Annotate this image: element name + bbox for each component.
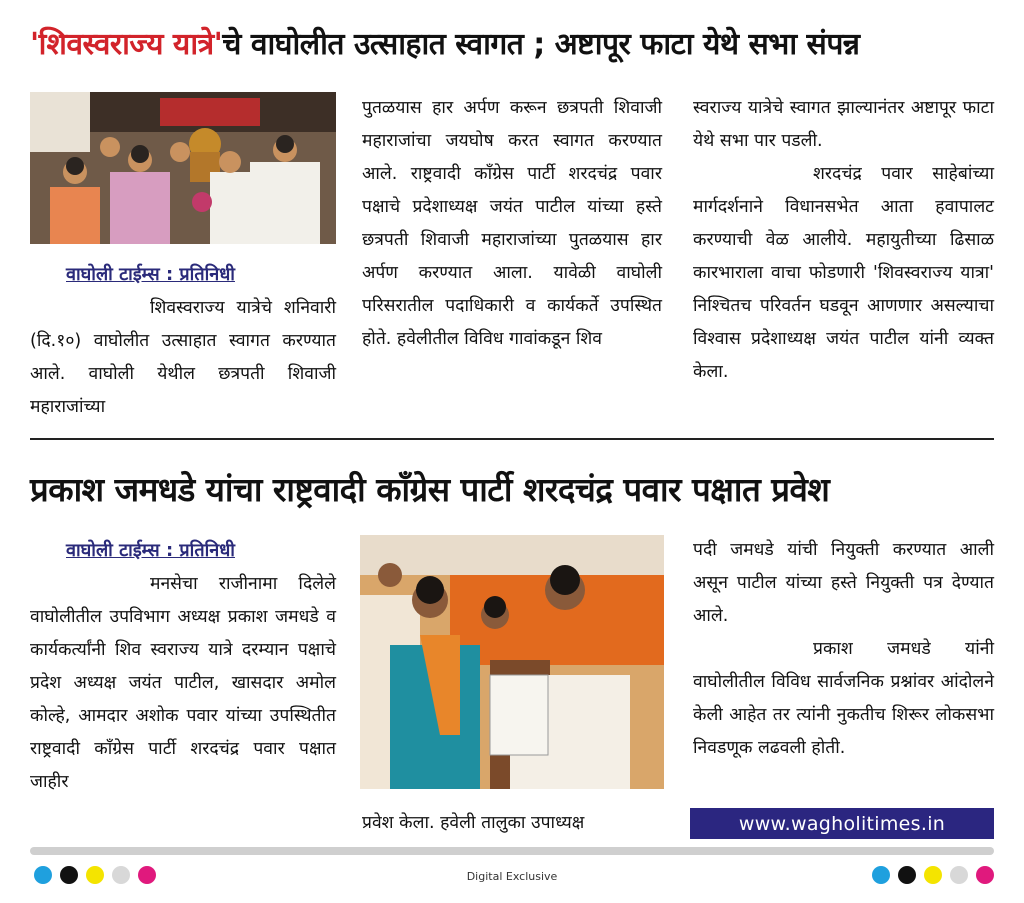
story2-headline: प्रकाश जमधडे यांचा राष्ट्रवादी कॉंग्रेस पार्टी शरदचंद्र पवार पक्षात प्रवेश [30, 470, 830, 509]
footer-label: Digital Exclusive [466, 870, 558, 883]
story1-col2-text: पुतळयास हार अर्पण करून छत्रपती शिवाजी महाराजांचा जयघोष करत स्वागत करण्यात आले. राष्ट्रवादी कॉंग्रेस पार्टी शरदचंद्र पवार पक्षाचे प्रदेशाध्यक्ष जयंत पाटील यांच्या हस्ते छत्रपती शिवाजी महाराजांच्या पुतळयास हार अर्पण करण्यात आला. यावेळी वाघोली परिसरातील पदाधिकारी व कार्यकर्ते उपस्थित होते. हवेलीतील विविध गावांकडून शिव [362, 98, 662, 349]
story2-col2-text: प्रवेश केला. हवेली तालुका उपाध्यक्ष [362, 813, 585, 833]
cyan-dot [872, 866, 890, 884]
story1-headline: 'शिवस्वराज्य यात्रे'चे वाघोलीत उत्साहात स्वागत ; अष्टापूर फाटा येथे सभा संपन्न [30, 27, 860, 62]
gray-dot [950, 866, 968, 884]
story1-col3-para1: स्वराज्य यात्रेचे स्वागत झाल्यानंतर अष्टापूर फाटा येथे सभा पार पडली. [693, 98, 994, 151]
story1-column-1 [30, 258, 336, 424]
story2-column-1 [30, 534, 336, 799]
story1-byline: वाघोली टाईम्स : प्रतिनिधी [66, 264, 235, 285]
story1-col3-para2: शरदचंद्र पवार साहेबांच्या मार्गदर्शनाने विधानसभेत आता हवापालट करण्याची वेळ आलीये. महायुतीच्या ढिसाळ कारभाराला वाचा फोडणारी 'शिवस्वराज्य यात्रा' निश्चितच परिवर्तन घडवून आणणार असल्याचा विश्वास प्रदेशाध्यक्ष जयंत पाटील यांनी व्यक्त केला. [693, 164, 994, 382]
story2-byline: वाघोली टाईम्स : प्रतिनिधी [66, 540, 235, 561]
magenta-dot [976, 866, 994, 884]
story2-col1-text: मनसेचा राजीनामा दिलेले वाघोलीतील उपविभाग अध्यक्ष प्रकाश जमधडे व कार्यकर्त्यांनी शिव स्वराज्य यात्रे दरम्यान पक्षाचे प्रदेश अध्यक्ष जयंत पाटील, खासदार अमोल कोल्हे, आमदार अशोक पवार यांच्या उपस्थितीत राष्ट्रवादी कॉंग्रेस पार्टी शरदचंद्र पवार पक्षात जाहीर [30, 574, 336, 792]
story1-column-2 [362, 92, 662, 356]
black-dot [898, 866, 916, 884]
story1-column-3 [693, 92, 994, 389]
story2-column-3 [693, 534, 994, 765]
story2-col3-para1: पदी जमधडे यांची नियुक्ती करण्यात आली असून पाटील यांच्या हस्ते नियुक्ती पत्र देण्यात आले. [693, 540, 994, 626]
story2-photo [360, 535, 664, 789]
yellow-dot [924, 866, 942, 884]
story1-photo [30, 92, 336, 244]
footer-bar [30, 847, 994, 855]
story2-col3-para2: प्रकाश जमधडे यांनी वाघोलीतील विविध सार्वजनिक प्रश्नांवर आंदोलने केली आहेत तर त्यांनी नुकतीच शिरूर लोकसभा निवडणूक लढवली होती. [693, 639, 994, 758]
story1-col1-text: शिवस्वराज्य यात्रेचे शनिवारी (दि.१०) वाघोलीत उत्साहात स्वागत करण्यात आले. वाघोली येथील छत्रपती शिवाजी महाराजांच्या [30, 298, 336, 417]
website-link[interactable]: www.wagholitimes.in [690, 808, 994, 839]
color-dots-right [872, 866, 994, 884]
story2-column-2 [362, 807, 662, 840]
section-divider [30, 438, 994, 440]
